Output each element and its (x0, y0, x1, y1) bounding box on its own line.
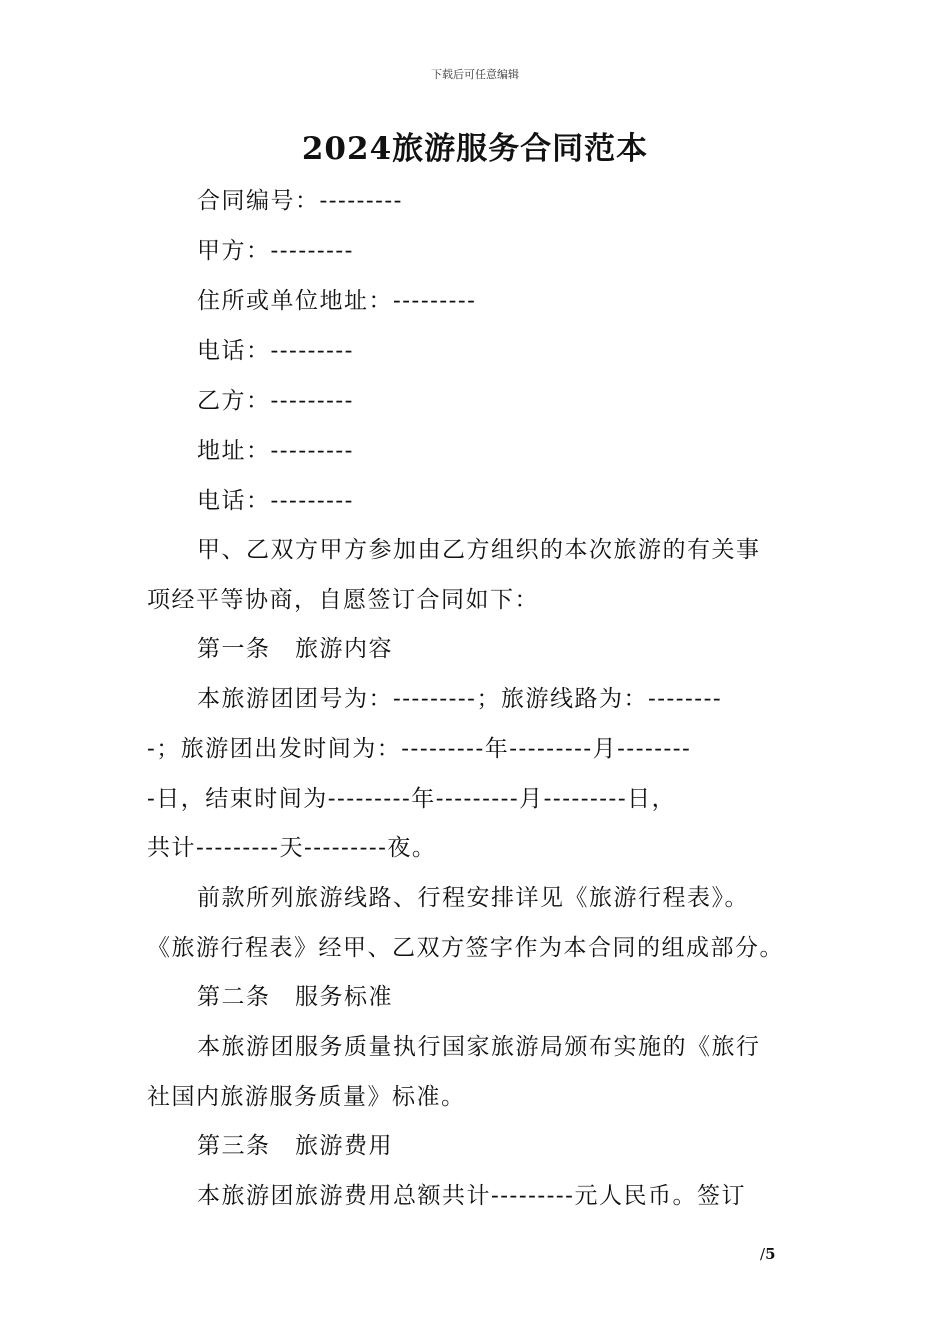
intro-paragraph-line-2: 项经平等协商，自愿签订合同如下： (147, 587, 539, 613)
itinerary-paragraph-line-2: 《旅游行程表》经甲、乙双方签字作为本合同的组成部分。 (147, 935, 784, 961)
article-1-heading: 第一条 旅游内容 (197, 636, 393, 662)
intro-paragraph-line-1: 甲、乙双方甲方参加由乙方组织的本次旅游的有关事 (197, 537, 761, 563)
party-a-line: 甲方：--------- (197, 238, 354, 264)
article-1-line-4: 共计---------天---------夜。 (147, 835, 437, 861)
article-2-heading: 第二条 服务标准 (197, 984, 393, 1010)
page-number (760, 1245, 776, 1263)
page-number-prefix: / (760, 1245, 766, 1263)
page-number-total: 5 (765, 1245, 776, 1263)
article-1-line-2: -；旅游团出发时间为：---------年---------月-------- (147, 736, 692, 762)
party-b-line: 乙方：--------- (197, 388, 354, 414)
party-b-address-line: 地址：--------- (197, 438, 354, 464)
party-b-phone-line: 电话：--------- (197, 488, 354, 514)
party-a-address-line: 住所或单位地址：--------- (197, 288, 477, 314)
article-3-heading: 第三条 旅游费用 (197, 1133, 393, 1159)
article-1-line-1: 本旅游团团号为：---------；旅游线路为：-------- (197, 686, 723, 712)
contract-number-line: 合同编号：--------- (197, 188, 403, 214)
header-note: 下载后可任意编辑 (431, 68, 519, 81)
article-2-line-1: 本旅游团服务质量执行国家旅游局颁布实施的《旅行 (197, 1034, 761, 1060)
party-a-phone-line: 电话：--------- (197, 338, 354, 364)
article-2-line-2: 社国内旅游服务质量》标准。 (147, 1084, 466, 1110)
article-1-line-3: -日，结束时间为---------年---------月---------日， (147, 786, 677, 812)
itinerary-paragraph-line-1: 前款所列旅游线路、行程安排详见《旅游行程表》。 (197, 885, 749, 911)
article-3-line-1: 本旅游团旅游费用总额共计---------元人民币。签订 (197, 1183, 746, 1209)
document-title: 2024旅游服务合同范本 (301, 131, 649, 167)
